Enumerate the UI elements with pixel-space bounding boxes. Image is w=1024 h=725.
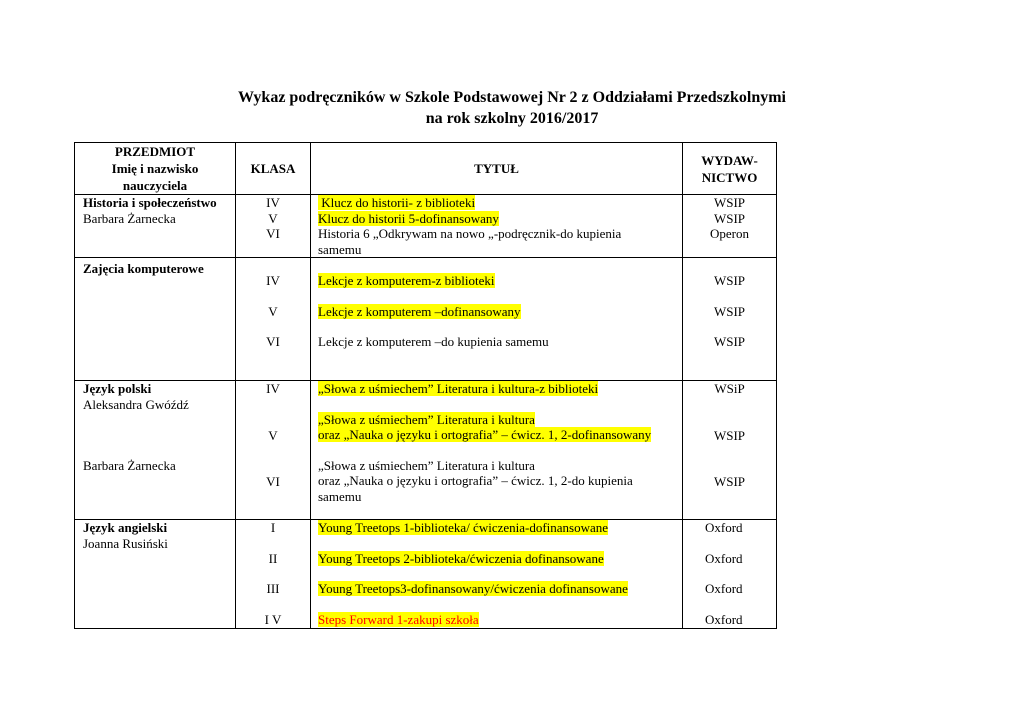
textbook-table [74, 142, 777, 629]
title-cell [311, 381, 683, 520]
subject-name: Zajęcia komputerowe [83, 261, 204, 276]
book-title: Historia 6 „Odkrywam na nowo „-podręcznik-do kupienia [318, 226, 622, 241]
book-title: Lekcje z komputerem –do kupienia samemu [318, 334, 549, 349]
book-title: Steps Forward 1-zakupi szkoła [318, 611, 479, 627]
class-value: V [268, 303, 278, 319]
class-value: II [268, 550, 278, 566]
title-cell [311, 195, 683, 258]
book-title: oraz „Nauka o języku i ortografia” – ćwicz. 1, 2-dofinansowany [318, 427, 652, 442]
class-value: III [266, 581, 280, 596]
header-wydawnictwo [683, 143, 777, 195]
document-subtitle: na rok szkolny 2016/2017 [425, 110, 599, 127]
class-value: VI [266, 334, 280, 349]
class-value: VI [266, 226, 280, 241]
header-klasa: KLASA [236, 143, 311, 195]
class-cell [236, 258, 311, 381]
class-value: I [270, 520, 276, 535]
publisher-value: WSIP [713, 195, 746, 210]
table-row-angielski [75, 520, 777, 629]
book-title: Klucz do historii 5-dofinansowany [318, 210, 499, 226]
book-title: Young Treetops3-dofinansowany/ćwiczenia dofinansowane [318, 581, 628, 596]
subject-name: Język angielski [83, 520, 168, 535]
class-value: IV [266, 195, 280, 210]
publisher-value: Oxford [705, 520, 743, 535]
publisher-cell [683, 520, 777, 629]
book-title-cont: samemu [318, 488, 362, 504]
publisher-value: WSIP [713, 474, 746, 489]
class-value: IV [266, 273, 280, 288]
subject-cell [75, 381, 236, 520]
publisher-value: Oxford [705, 550, 743, 566]
publisher-value: Operon [710, 226, 749, 241]
subject-name: Język polski [83, 381, 152, 396]
publisher-value: WSiP [714, 381, 745, 396]
header-subject [75, 143, 236, 195]
book-title: „Słowa z uśmiechem” Literatura i kultura [318, 411, 535, 427]
publisher-value: WSIP [713, 210, 746, 226]
table-row-polski [75, 381, 777, 520]
header-imie: Imię i nazwisko [111, 161, 199, 176]
document-title: Wykaz podręczników w Szkole Podstawowej Nr 2 z Oddziałami Przedszkolnymi [238, 89, 786, 106]
class-value: V [268, 427, 278, 443]
header-row [75, 143, 777, 195]
teacher-name: Joanna Rusiński [83, 535, 168, 551]
publisher-value: WSIP [713, 334, 746, 349]
subject-cell [75, 195, 236, 258]
book-title: Lekcje z komputerem –dofinansowany [318, 303, 521, 319]
class-value: IV [266, 381, 280, 396]
book-title: „Słowa z uśmiechem” Literatura i kultura [318, 457, 535, 473]
teacher-name: Barbara Żarnecka [83, 210, 176, 226]
class-cell [236, 195, 311, 258]
header-nauczyciela: nauczyciela [122, 178, 188, 193]
book-title: Lekcje z komputerem-z biblioteki [318, 273, 495, 288]
publisher-value: WSIP [713, 303, 746, 319]
publisher-value: Oxford [705, 611, 743, 627]
book-title: Young Treetops 2-biblioteka/ćwiczenia dofinansowane [318, 550, 604, 566]
publisher-value: Oxford [705, 581, 743, 596]
class-cell [236, 520, 311, 629]
book-title: Young Treetops 1-biblioteka/ ćwiczenia-dofinansowane [318, 520, 609, 535]
table-row-komputer [75, 258, 777, 381]
publisher-cell [683, 258, 777, 381]
publisher-cell [683, 195, 777, 258]
subject-cell [75, 258, 236, 381]
book-title: „Słowa z uśmiechem” Literatura i kultura-z biblioteki [318, 381, 599, 396]
class-cell [236, 381, 311, 520]
publisher-value: WSIP [713, 427, 746, 443]
publisher-cell [683, 381, 777, 520]
class-value: VI [266, 474, 280, 489]
header-przedmiot: PRZEDMIOT [114, 144, 196, 159]
title-cell [311, 258, 683, 381]
class-value: V [268, 210, 278, 226]
teacher-name: Barbara Żarnecka [83, 458, 176, 473]
teacher-name: Aleksandra Gwóźdź [83, 396, 189, 412]
book-title-cont: samemu [318, 241, 362, 257]
table-row-historia [75, 195, 777, 258]
header-wydaw1: WYDAW- [701, 152, 758, 168]
header-tytul: TYTUŁ [311, 143, 683, 195]
subject-name: Historia i społeczeństwo [83, 195, 217, 210]
subject-cell [75, 520, 236, 629]
class-value: I V [264, 611, 282, 627]
publisher-value: WSIP [713, 273, 746, 288]
book-title: oraz „Nauka o języku i ortografia” – ćwicz. 1, 2-do kupienia [318, 473, 633, 488]
header-wydaw2: NICTWO [701, 169, 758, 185]
title-cell [311, 520, 683, 629]
book-title: Klucz do historii- z biblioteki [318, 195, 476, 210]
